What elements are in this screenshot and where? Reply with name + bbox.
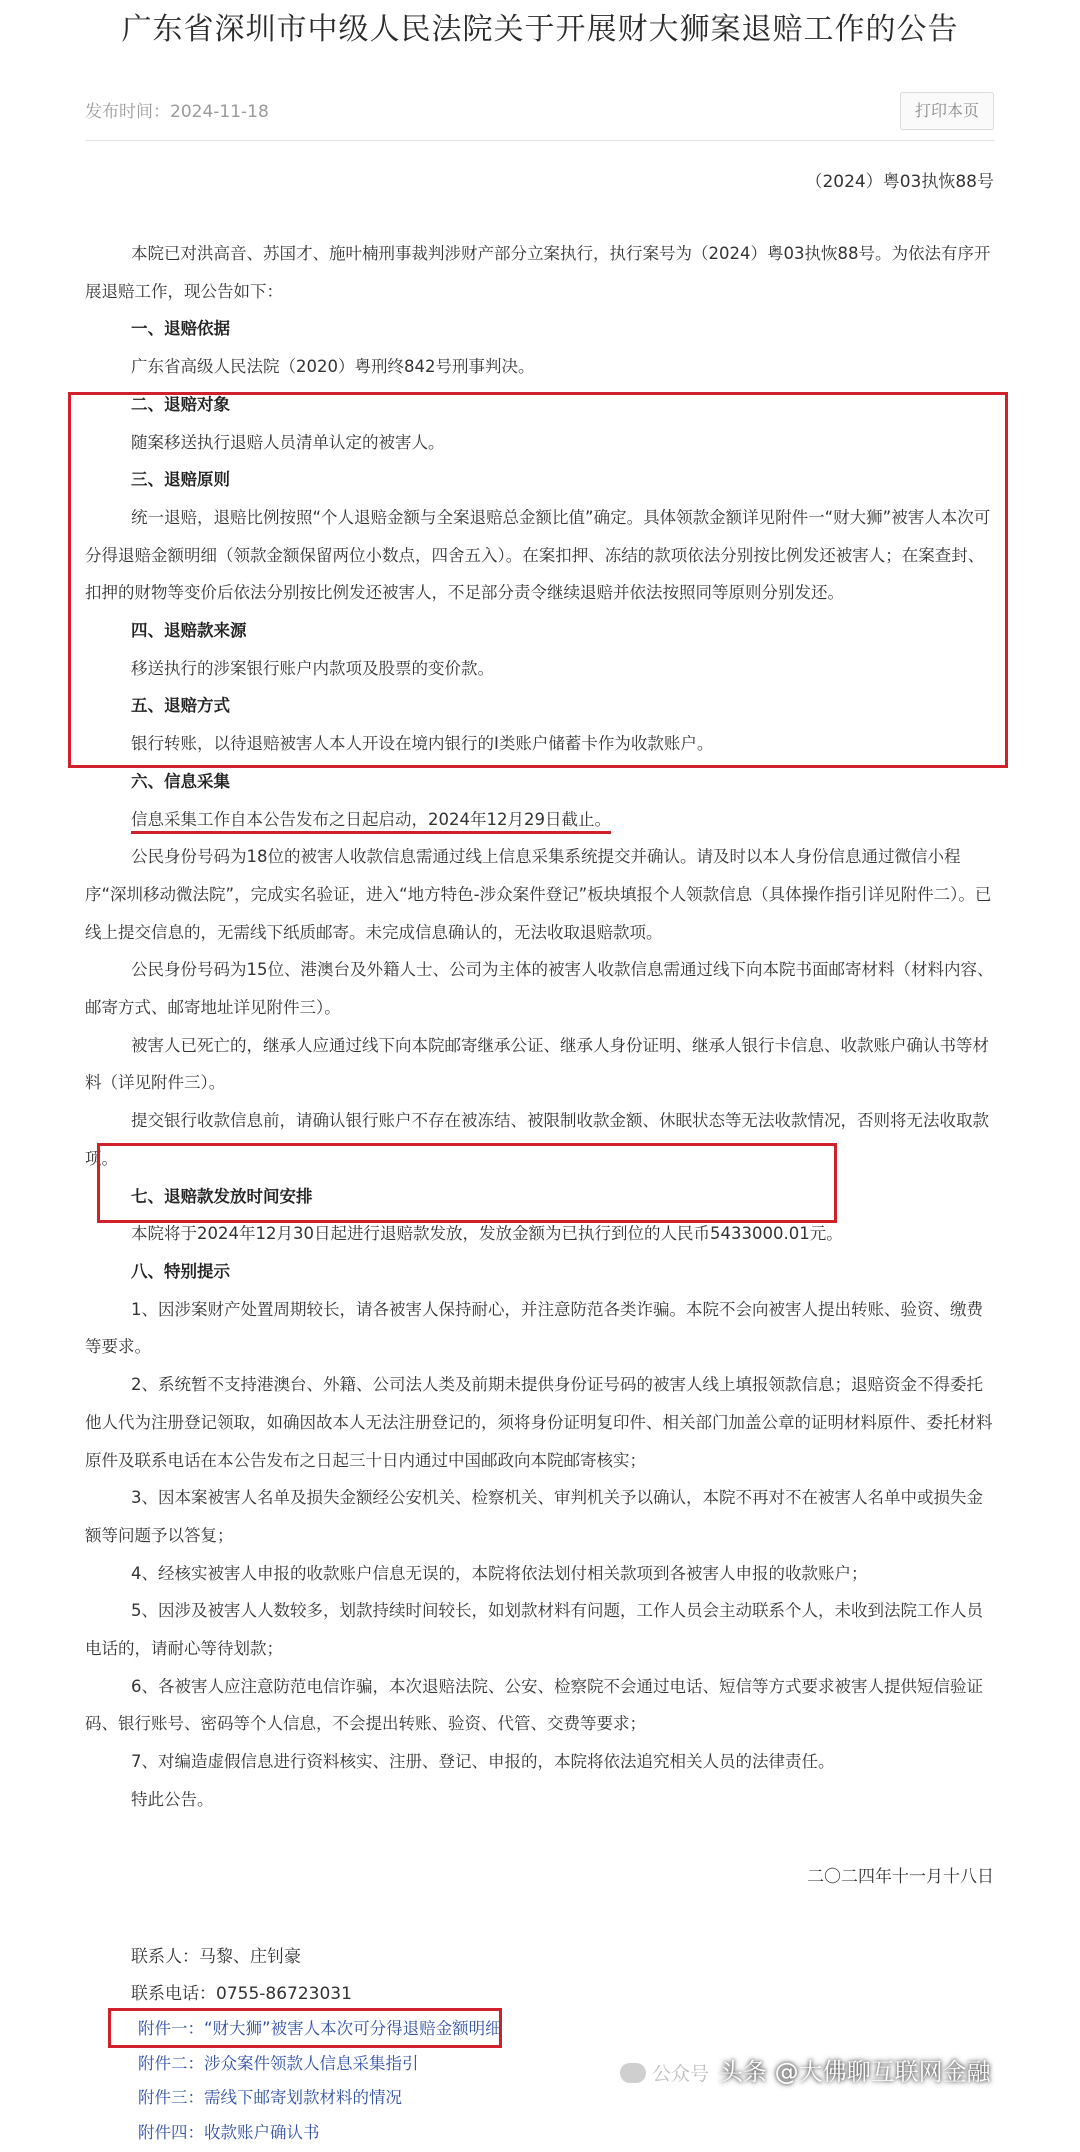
section-heading: 三、退赔原则	[131, 470, 230, 490]
contact-person: 联系人：马黎、庄钊豪	[131, 1947, 301, 1967]
date-line: 二〇二四年十一月十八日	[807, 1867, 994, 1887]
paragraph: 6、各被害人应注意防范电信诈骗，本次退赔法院、公安、检察院不会通过电话、短信等方式要求被害人提供短信验证码、银行账号、密码等个人信息，不会提出转账、验资、代管、交费等要求；	[85, 1676, 983, 1734]
paragraph: 特此公告。	[131, 1789, 214, 1809]
paragraph: 广东省高级人民法院（2020）粤刑终842号刑事判决。	[131, 357, 535, 377]
watermark-wechat: 公众号	[652, 2063, 710, 2085]
wechat-icon	[620, 2063, 646, 2083]
paragraph: 提交银行收款信息前，请确认银行账户不存在被冻结、被限制收款金额、休眠状态等无法收款情况，否则将无法收取款项。	[85, 1111, 989, 1168]
paragraph: 银行转账，以待退赔被害人本人开设在境内银行的I类账户储蓄卡作为收款账户。	[131, 734, 714, 754]
section-heading: 七、退赔款发放时间安排	[131, 1186, 313, 1206]
paragraph: 本院将于2024年12月30日起进行退赔款发放，发放金额为已执行到位的人民币5433000.01元。	[131, 1224, 843, 1244]
highlight-box-section-7	[97, 1143, 837, 1223]
watermark	[620, 2045, 1080, 2100]
attachment-link-2[interactable]: 附件二：涉众案件领款人信息采集指引	[138, 2054, 419, 2073]
paragraph: 5、因涉及被害人人数较多，划款持续时间较长，如划款材料有问题，工作人员会主动联系个人，未收到法院工作人员电话的，请耐心等待划款；	[85, 1601, 983, 1659]
watermark-toutiao: 头条 @大佛聊互联网金融	[719, 2058, 991, 2086]
divider	[85, 140, 995, 141]
attachment-link-3[interactable]: 附件三：需线下邮寄划款材料的情况	[138, 2088, 402, 2107]
section-heading: 六、信息采集	[131, 771, 230, 791]
section-heading: 四、退赔款来源	[131, 621, 247, 641]
print-button[interactable]: 打印本页	[900, 92, 994, 130]
case-number: （2024）粤03执恢88号	[805, 172, 994, 192]
contact-phone: 联系电话：0755-86723031	[131, 1984, 352, 2004]
paragraph: 1、因涉案财产处置周期较长，请各被害人保持耐心，并注意防范各类诈骗。本院不会向被害人提出转账、验资、缴费等要求。	[85, 1299, 983, 1357]
paragraph: 公民身份号码为15位、港澳台及外籍人士、公司为主体的被害人收款信息需通过线下向本院书面邮寄材料（材料内容、邮寄方式、邮寄地址详见附件三）。	[85, 960, 994, 1018]
paragraph: 7、对编造虚假信息进行资料核实、注册、登记、申报的，本院将依法追究相关人员的法律责任。	[131, 1752, 835, 1772]
paragraph: 4、经核实被害人申报的收款账户信息无误的，本院将依法划付相关款项到各被害人申报的收款账户；	[131, 1563, 868, 1583]
attachment-link-1[interactable]: 附件一：“财大狮”被害人本次可分得退赔金额明细	[138, 2019, 502, 2038]
paragraph: 3、因本案被害人名单及损失金额经公安机关、检察机关、审判机关予以确认，本院不再对不在被害人名单中或损失金额等问题予以答复；	[85, 1488, 983, 1545]
paragraph: 统一退赔，退赔比例按照“个人退赔金额与全案退赔总金额比值”确定。具体领款金额详见附件一“财大狮”被害人本次可分得退赔金额明细（领款金额保留两位小数点，四舍五入）。在案扣押、冻结的款项依法分别按比例发还被害人；在案查封、扣押的财物等变价后依法分别按比例发还被害人，不足部分责令继续退赔并依法按照同等原则分别发还。	[85, 507, 991, 603]
publish-time: 发布时间：2024-11-18	[85, 102, 269, 122]
section-heading: 一、退赔依据	[131, 319, 230, 339]
collection-deadline-text: 信息采集工作自本公告发布之日起启动，2024年12月29日截止。	[131, 810, 611, 834]
attachment-link-4[interactable]: 附件四：收款账户确认书	[138, 2123, 320, 2142]
paragraph: 移送执行的涉案银行账户内款项及股票的变价款。	[131, 658, 494, 678]
paragraph: 公民身份号码为18位的被害人收款信息需通过线上信息采集系统提交并确认。请及时以本人身份信息通过微信小程序“深圳移动微法院”，完成实名验证，进入“地方特色-涉众案件登记”板块填报个人领款信息（具体操作指引详见附件二）。已线上提交信息的，无需线下纸质邮寄。未完成信息确认的，无法收取退赔款项。	[85, 847, 992, 942]
collection-deadline-paragraph	[85, 801, 995, 839]
section-heading: 二、退赔对象	[131, 394, 230, 414]
section-heading: 五、退赔方式	[131, 696, 230, 716]
paragraph: 随案移送执行退赔人员清单认定的被害人。	[131, 432, 445, 452]
page-title: 广东省深圳市中级人民法院关于开展财大狮案退赔工作的公告	[121, 12, 959, 47]
paragraph: 被害人已死亡的，继承人应通过线下向本院邮寄继承公证、继承人身份证明、继承人银行卡信息、收款账户确认书等材料（详见附件三）。	[85, 1035, 989, 1093]
highlight-box-sections-2-5	[68, 392, 1008, 768]
paragraph: 2、系统暂不支持港澳台、外籍、公司法人类及前期未提供身份证号码的被害人线上填报领款信息；退赔资金不得委托他人代为注册登记领取，如确因故本人无法注册登记的，须将身份证明复印件、相关部门加盖公章的证明材料原件、委托材料原件及联系电话在本公告发布之日起三十日内通过中国邮政向本院邮寄核实；	[85, 1375, 993, 1470]
section-heading: 八、特别提示	[131, 1261, 230, 1281]
intro-paragraph: 本院已对洪高音、苏国才、施叶楠刑事裁判涉财产部分立案执行，执行案号为（2024）粤03执恢88号。为依法有序开展退赔工作，现公告如下：	[85, 244, 991, 301]
